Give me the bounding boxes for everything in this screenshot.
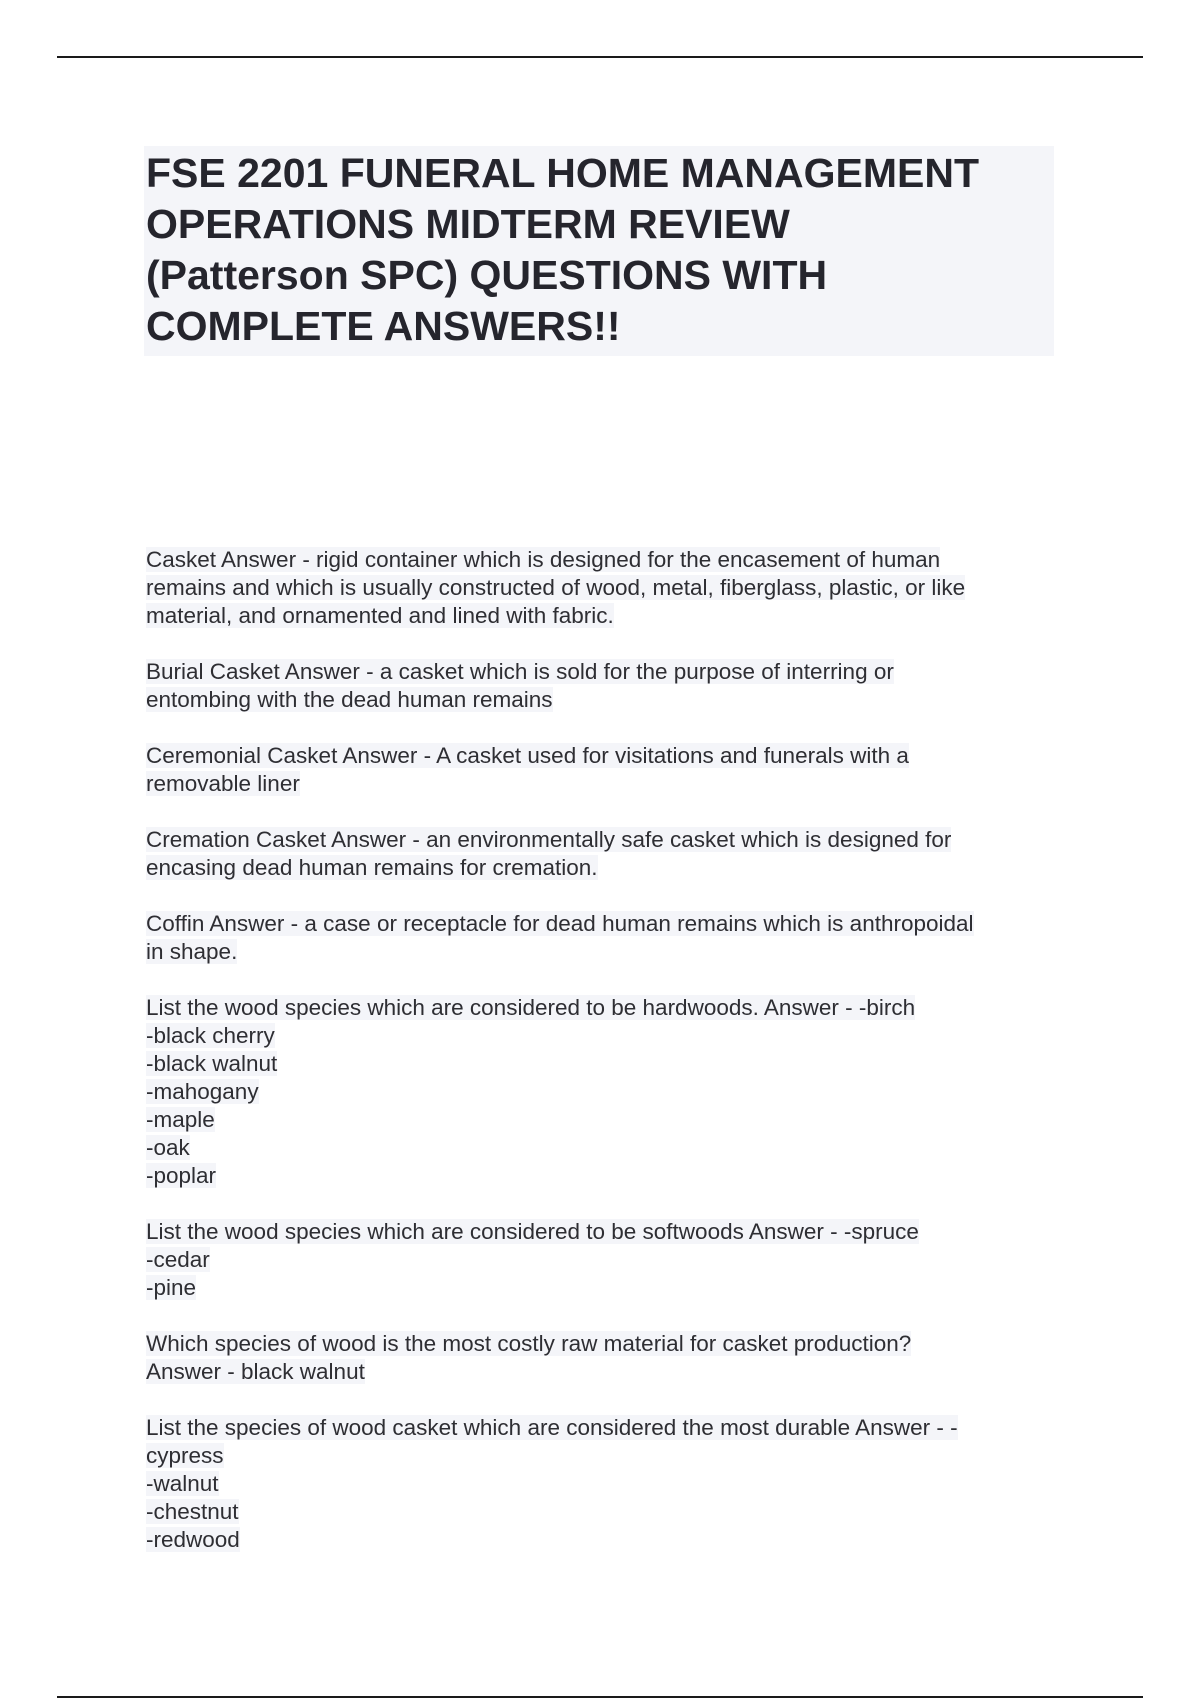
qa-entry-line [146,910,1066,938]
qa-entry-text: encasing dead human remains for cremation. [146,855,598,880]
qa-entry-line [146,1162,1066,1190]
qa-entry-text: -maple [146,1107,215,1132]
qa-entry-text: Answer - black walnut [146,1359,365,1384]
document-title [146,148,1054,352]
qa-entry-line [146,1078,1066,1106]
qa-entry-text: -walnut [146,1471,219,1496]
qa-entry [146,1218,1066,1302]
qa-entry [146,1414,1066,1554]
qa-entry-line [146,658,1066,686]
qa-entry-line [146,1498,1066,1526]
title-line: COMPLETE ANSWERS!! [146,303,621,349]
qa-entry-line [146,602,1066,630]
qa-entry-text: Ceremonial Casket Answer - A casket used for visitations and funerals with a [146,743,909,768]
qa-entry-text: -oak [146,1135,190,1160]
title-line: (Patterson SPC) QUESTIONS WITH [146,252,828,298]
qa-entry-line [146,1106,1066,1134]
top-divider [57,56,1143,58]
qa-entry-text: material, and ornamented and lined with fabric. [146,603,614,628]
qa-entry-line [146,1050,1066,1078]
qa-entry-text: List the wood species which are considered to be hardwoods. Answer - -birch [146,995,916,1020]
qa-entry-line [146,938,1066,966]
qa-entry [146,994,1066,1190]
title-line: OPERATIONS MIDTERM REVIEW [146,201,790,247]
qa-entry-text: cypress [146,1443,224,1468]
qa-entry-text: removable liner [146,771,300,796]
qa-entry-line [146,1358,1066,1386]
qa-entry-line [146,1022,1066,1050]
qa-entry-line [146,574,1066,602]
qa-entry-text: remains and which is usually constructed of wood, metal, fiberglass, plastic, or like [146,575,966,600]
qa-entry-line [146,1330,1066,1358]
qa-entry-text: Which species of wood is the most costly raw material for casket production? [146,1331,912,1356]
qa-entry [146,742,1066,798]
qa-entry-text: List the wood species which are considered to be softwoods Answer - -spruce [146,1219,919,1244]
qa-entry-line [146,994,1066,1022]
qa-entry [146,1330,1066,1386]
qa-entry-text: -poplar [146,1163,217,1188]
bottom-divider [57,1696,1143,1698]
qa-entry-line [146,1246,1066,1274]
qa-entry-text: -black cherry [146,1023,275,1048]
qa-entry-text: List the species of wood casket which are considered the most durable Answer - - [146,1415,958,1440]
qa-entry-text: Casket Answer - rigid container which is designed for the encasement of human [146,547,941,572]
qa-entry-text: Cremation Casket Answer - an environmentally safe casket which is designed for [146,827,952,852]
qa-entry-text: -black walnut [146,1051,278,1076]
qa-entry-line [146,1470,1066,1498]
qa-entry [146,658,1066,714]
qa-entry-text: -mahogany [146,1079,259,1104]
qa-entry-line [146,770,1066,798]
qa-entry-text: -cedar [146,1247,210,1272]
qa-entry-line [146,854,1066,882]
qa-entry [146,910,1066,966]
qa-entry-line [146,1218,1066,1246]
qa-entry [146,546,1066,630]
qa-entry-line [146,826,1066,854]
qa-entry-text: -redwood [146,1527,240,1552]
qa-entry-line [146,1442,1066,1470]
title-line: FSE 2201 FUNERAL HOME MANAGEMENT [146,150,980,196]
qa-entry-line [146,1134,1066,1162]
qa-entry-line [146,1526,1066,1554]
qa-entry-line [146,1274,1066,1302]
qa-entry-text: -chestnut [146,1499,239,1524]
qa-entry-line [146,742,1066,770]
qa-entry-text: Coffin Answer - a case or receptacle for dead human remains which is anthropoidal [146,911,974,936]
qa-entry-text: Burial Casket Answer - a casket which is sold for the purpose of interring or [146,659,894,684]
qa-entry-line [146,686,1066,714]
qa-entry-line [146,546,1066,574]
qa-entry-text: in shape. [146,939,238,964]
qa-entry [146,826,1066,882]
question-answer-list [146,546,1066,1582]
document-title-block [144,146,1054,356]
qa-entry-line [146,1414,1066,1442]
qa-entry-text: entombing with the dead human remains [146,687,553,712]
qa-entry-text: -pine [146,1275,197,1300]
